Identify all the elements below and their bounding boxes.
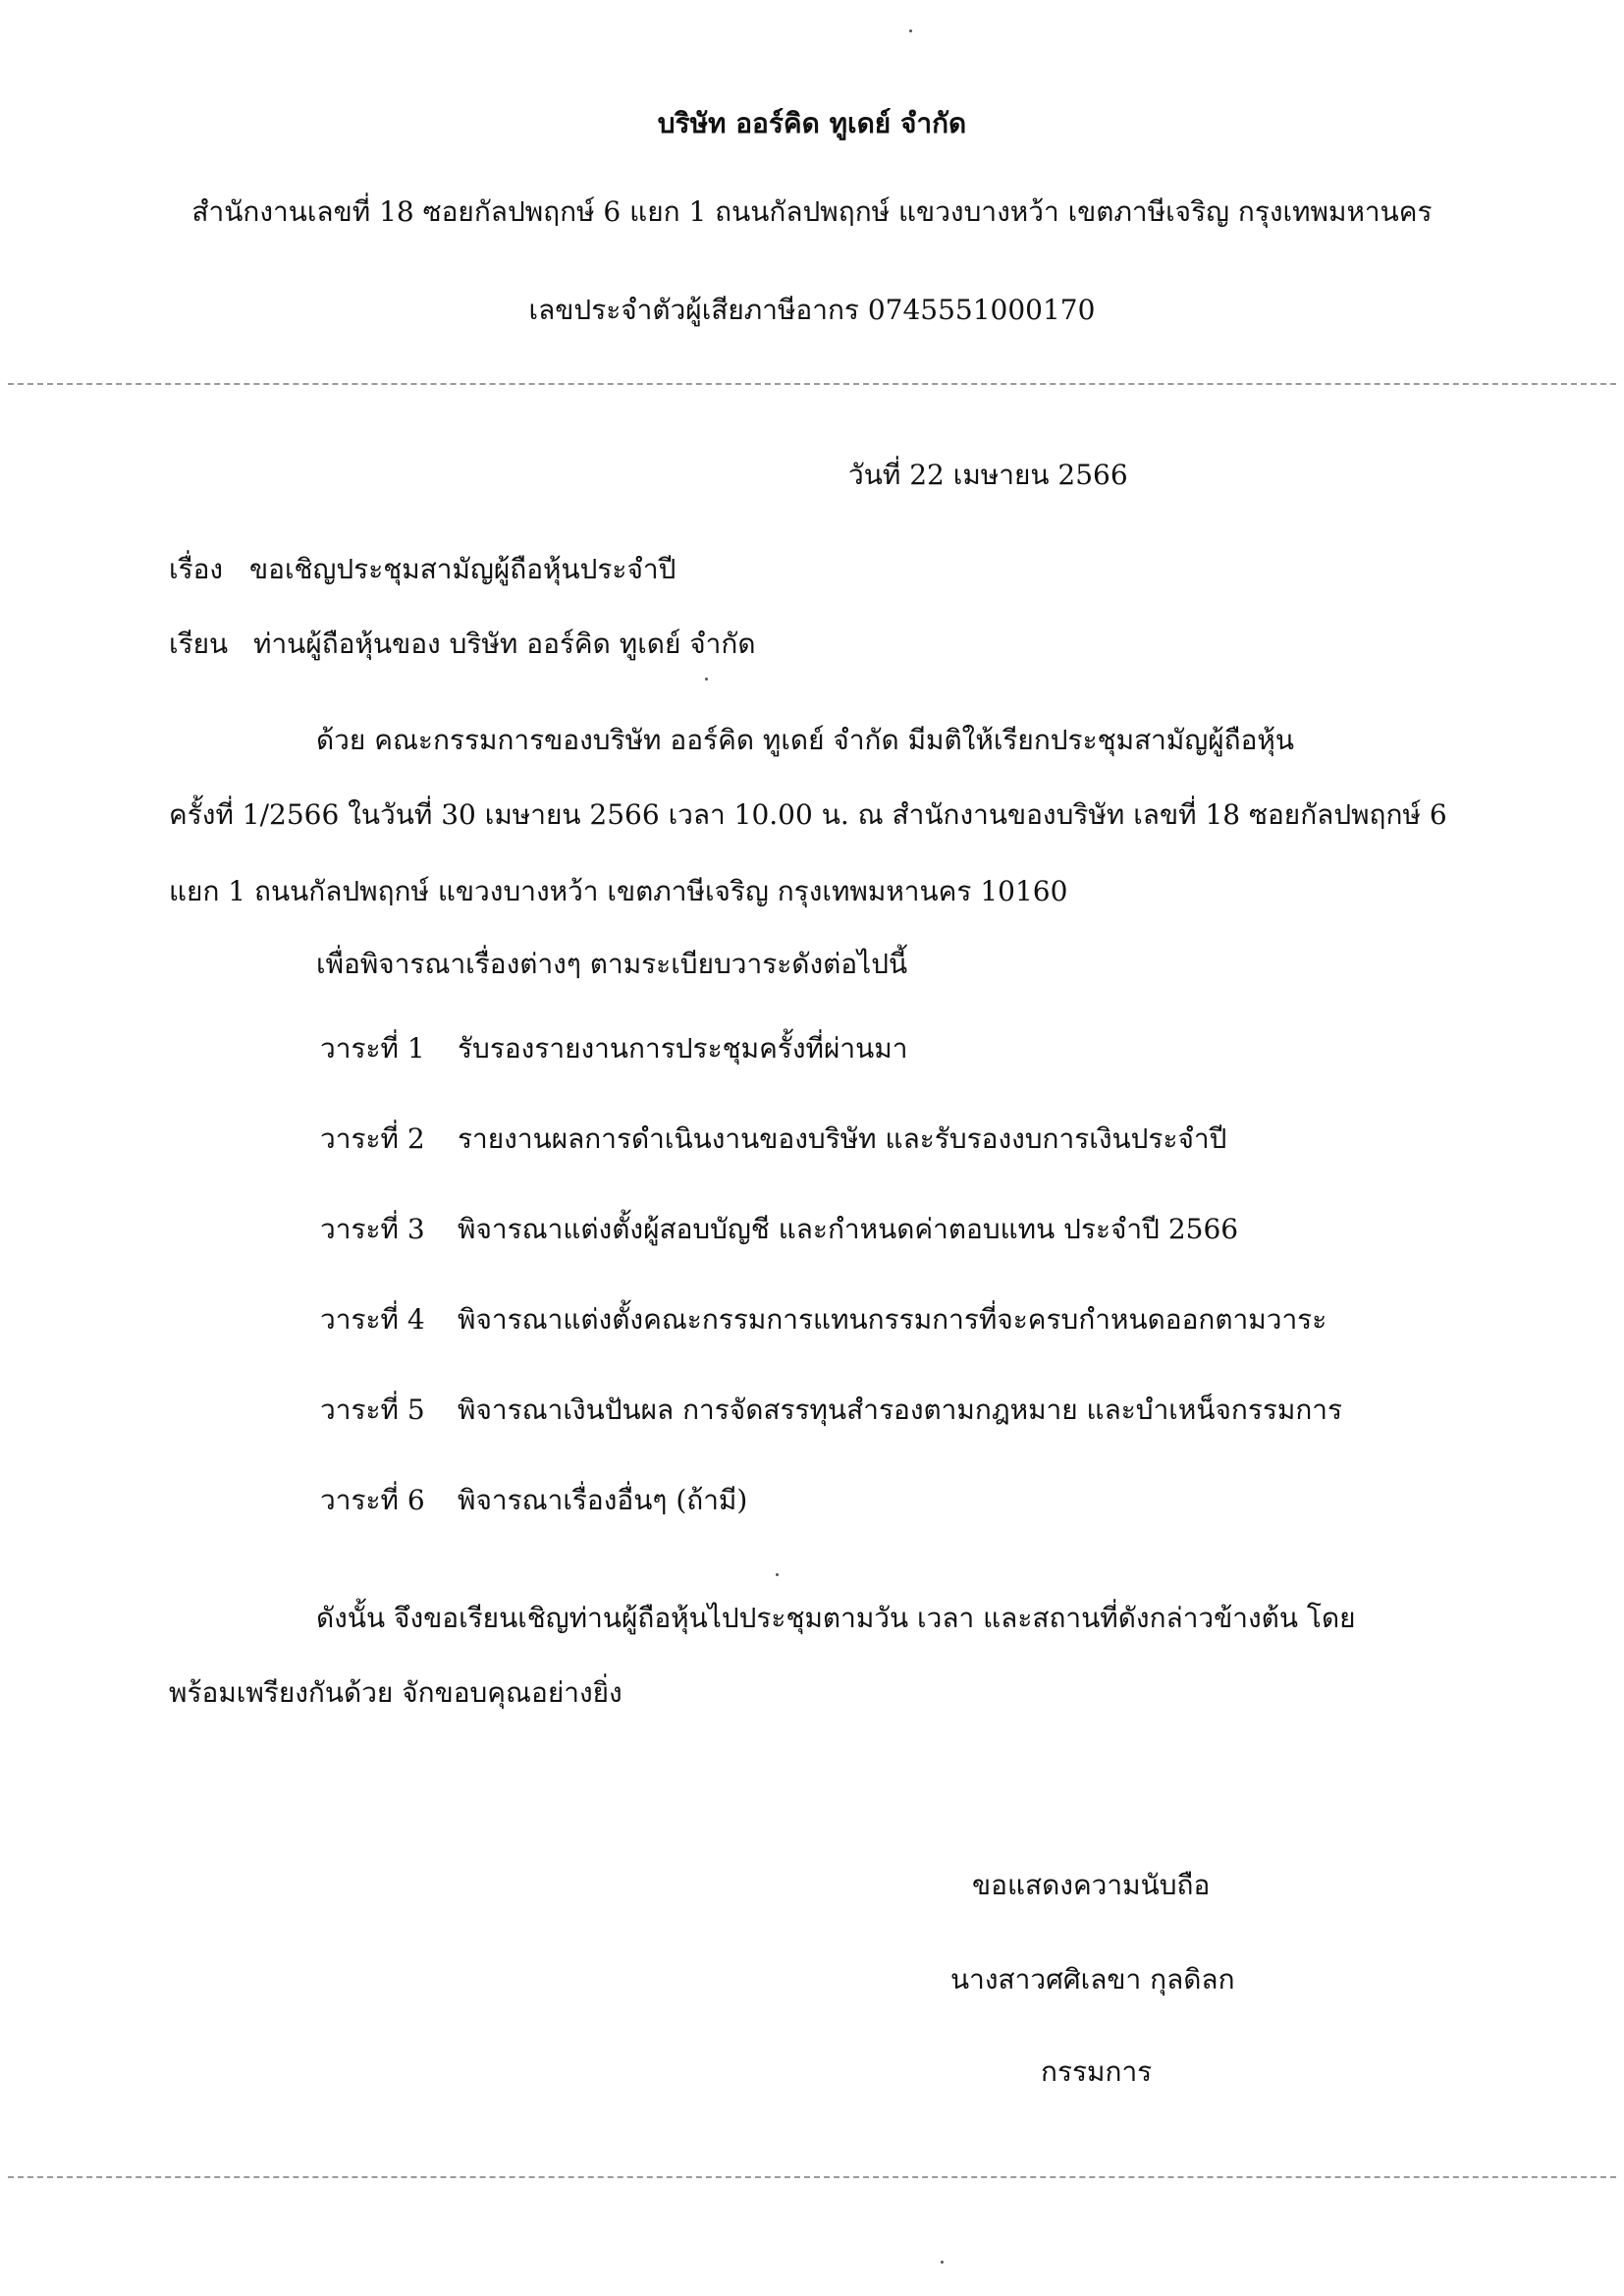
recipient-text: ท่านผู้ถือหุ้นของ บริษัท ออร์คิด ทูเดย์ จำกัด	[253, 628, 756, 660]
body-paragraph-line: แยก 1 ถนนกัลปพฤกษ์ แขวงบางหว้า เขตภาษีเจริญ กรุงเทพมหานคร 10160	[169, 875, 1068, 907]
subject-label: เรื่อง	[169, 553, 224, 585]
subject-text: ขอเชิญประชุมสามัญผู้ถือหุ้นประจำปี	[249, 553, 677, 585]
agenda-item-label: วาระที่ 5	[320, 1394, 425, 1426]
agenda-item-label: วาระที่ 2	[320, 1122, 425, 1155]
agenda-item-text: รายงานผลการดำเนินงานของบริษัท และรับรองงบการเงินประจำปี	[458, 1122, 1227, 1155]
recipient-label: เรียน	[169, 628, 229, 660]
agenda-item-text: พิจารณาเงินปันผล การจัดสรรทุนสำรองตามกฎหมาย และบำเหน็จกรรมการ	[458, 1394, 1343, 1426]
footer-divider	[8, 2176, 1616, 2178]
tax-id: เลขประจำตัวผู้เสียภาษีอากร 0745551000170	[528, 294, 1096, 326]
company-address: สำนักงานเลขที่ 18 ซอยกัลปพฤกษ์ 6 แยก 1 ถนนกัลปพฤกษ์ แขวงบางหว้า เขตภาษีเจริญ กรุงเทพมหานคร	[191, 195, 1433, 228]
header-divider	[8, 383, 1616, 385]
body-paragraph-line: ครั้งที่ 1/2566 ในวันที่ 30 เมษายน 2566 เวลา 10.00 น. ณ สำนักงานของบริษัท เลขที่ 18 ซอยกัลปพฤกษ์ 6	[169, 798, 1447, 831]
scan-speck	[705, 678, 708, 681]
closing-paragraph-line: ดังนั้น จึงขอเรียนเชิญท่านผู้ถือหุ้นไปประชุมตามวัน เวลา และสถานที่ดังกล่าวข้างต้น โดย	[316, 1602, 1356, 1634]
agenda-item-label: วาระที่ 4	[320, 1303, 425, 1336]
scan-speck	[909, 29, 912, 32]
closing-paragraph-line: พร้อมเพรียงกันด้วย จักขอบคุณอย่างยิ่ง	[169, 1676, 623, 1709]
letter-date: วันที่ 22 เมษายน 2566	[848, 459, 1128, 491]
signatory-name: นางสาวศศิเลขา กุลดิลก	[950, 1963, 1235, 1995]
company-name: บริษัท ออร์คิด ทูเดย์ จำกัด	[657, 107, 967, 139]
agenda-item-label: วาระที่ 3	[320, 1213, 425, 1245]
agenda-intro: เพื่อพิจารณาเรื่องต่างๆ ตามระเบียบวาระดังต่อไปนี้	[316, 948, 908, 980]
closing-regards: ขอแสดงความนับถือ	[972, 1869, 1211, 1901]
scan-speck	[941, 2261, 944, 2264]
agenda-item-text: รับรองรายงานการประชุมครั้งที่ผ่านมา	[458, 1032, 908, 1065]
agenda-item-label: วาระที่ 1	[320, 1032, 425, 1065]
agenda-item-text: พิจารณาแต่งตั้งคณะกรรมการแทนกรรมการที่จะครบกำหนดออกตามวาระ	[458, 1303, 1327, 1336]
agenda-item-text: พิจารณาแต่งตั้งผู้สอบบัญชี และกำหนดค่าตอบแทน ประจำปี 2566	[458, 1213, 1239, 1245]
agenda-item-text: พิจารณาเรื่องอื่นๆ (ถ้ามี)	[458, 1484, 748, 1516]
agenda-item-label: วาระที่ 6	[320, 1484, 425, 1516]
scan-speck	[776, 1573, 779, 1576]
body-paragraph-line: ด้วย คณะกรรมการของบริษัท ออร์คิด ทูเดย์ จำกัด มีมติให้เรียกประชุมสามัญผู้ถือหุ้น	[316, 724, 1294, 756]
signatory-title: กรรมการ	[1041, 2055, 1153, 2088]
